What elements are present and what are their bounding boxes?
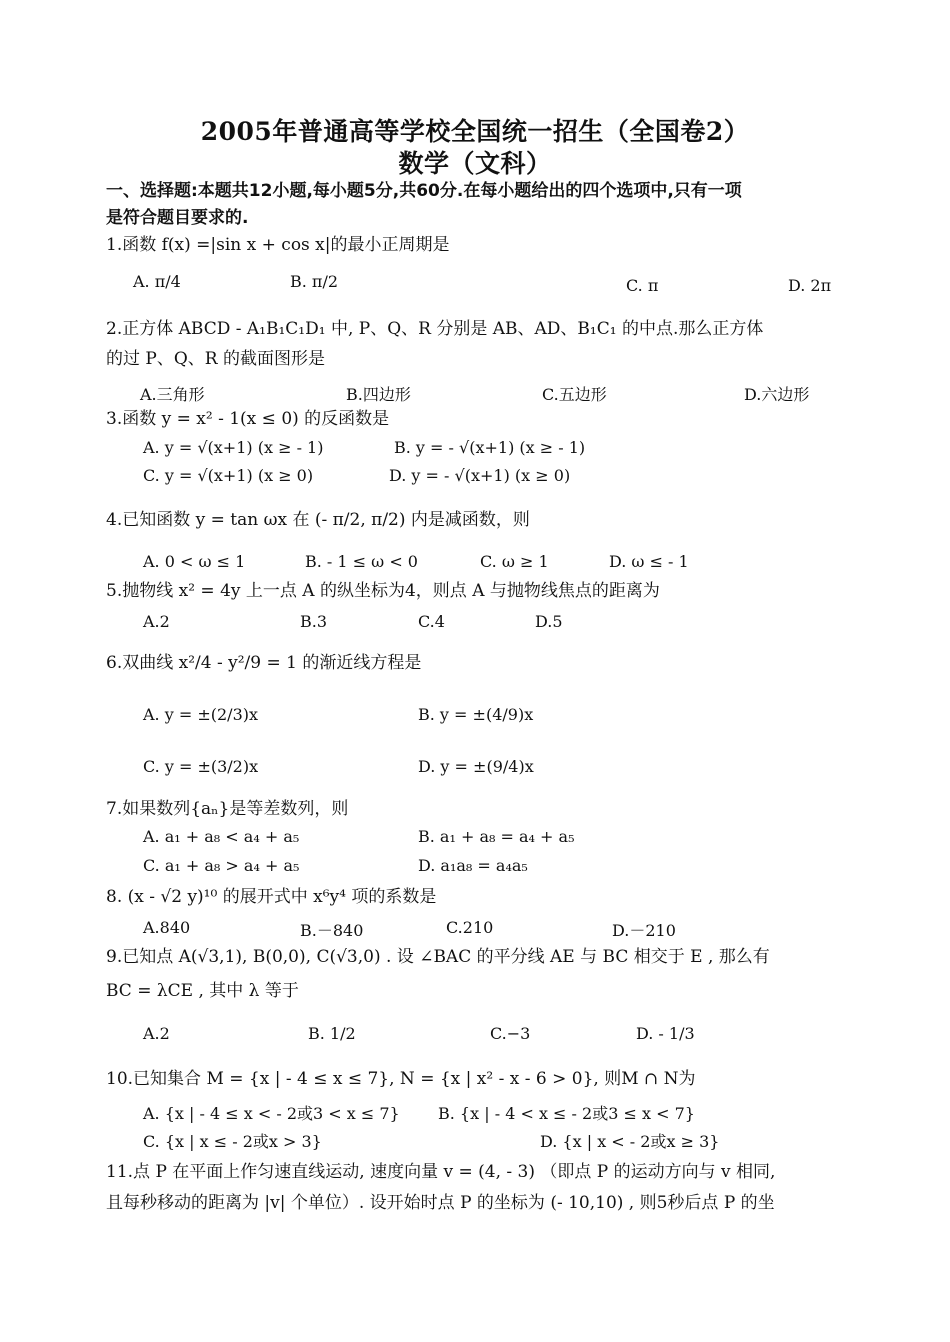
question-5-option-a[interactable]: A.2 (143, 612, 170, 631)
question-5-option-d[interactable]: D.5 (535, 612, 563, 631)
question-8-option-b[interactable]: B.－840 (300, 921, 364, 940)
question-6-option-d[interactable]: D. y = ±(9/4)x (418, 757, 534, 776)
question-4-option-d[interactable]: D. ω ≤ - 1 (609, 552, 689, 571)
question-4-option-b[interactable]: B. - 1 ≤ ω < 0 (305, 552, 418, 571)
question-3-option-b[interactable]: B. y = - √(x+1) (x ≥ - 1) (394, 438, 586, 457)
question-4-option-c[interactable]: C. ω ≥ 1 (480, 552, 549, 571)
question-8-option-c[interactable]: C.210 (446, 918, 494, 937)
question-3-option-d[interactable]: D. y = - √(x+1) (x ≥ 0) (389, 466, 571, 485)
question-5-option-b[interactable]: B.3 (300, 612, 328, 631)
question-6-option-c[interactable]: C. y = ±(3/2)x (143, 757, 259, 776)
question-6-stem: 6.双曲线 x²/4 - y²/9 = 1 的渐近线方程是 (106, 653, 422, 673)
question-7-option-c[interactable]: C. a₁ + a₈ > a₄ + a₅ (143, 856, 300, 875)
question-1-option-c[interactable]: C. π (626, 276, 659, 295)
question-9-stem-line-2: BC = λCE , 其中 λ 等于 (106, 981, 299, 1001)
question-2-option-a[interactable]: A.三角形 (140, 385, 205, 404)
question-7-option-b[interactable]: B. a₁ + a₈ = a₄ + a₅ (418, 827, 575, 846)
question-2-option-d[interactable]: D.六边形 (744, 385, 810, 404)
question-10-option-c[interactable]: C. {x | x ≤ - 2或x > 3} (143, 1132, 322, 1151)
instructions-line-2: 是符合题目要求的. (106, 208, 249, 228)
question-5-option-c[interactable]: C.4 (418, 612, 445, 631)
question-6-option-a[interactable]: A. y = ±(2/3)x (143, 705, 259, 724)
question-3-stem: 3.函数 y = x² - 1(x ≤ 0) 的反函数是 (106, 409, 390, 429)
question-10-option-a[interactable]: A. {x | - 4 ≤ x < - 2或3 < x ≤ 7} (143, 1104, 400, 1123)
exam-title: 2005年普通高等学校全国统一招生（全国卷2） (200, 117, 750, 146)
question-4-stem: 4.已知函数 y = tan ωx 在 (- π/2, π/2) 内是减函数，则 (106, 510, 530, 530)
question-10-option-b[interactable]: B. {x | - 4 < x ≤ - 2或3 ≤ x < 7} (438, 1104, 695, 1123)
question-2-stem-line-1: 2.正方体 ABCD - A₁B₁C₁D₁ 中, P、Q、R 分别是 AB、AD、B₁C₁ 的中点.那么正方体 (106, 319, 764, 339)
section-instructions (106, 178, 856, 232)
question-1-option-a[interactable]: A. π/4 (133, 272, 181, 291)
question-3-option-a[interactable]: A. y = √(x+1) (x ≥ - 1) (143, 438, 324, 457)
question-9-option-a[interactable]: A.2 (143, 1024, 170, 1043)
question-10-stem: 10.已知集合 M = {x | - 4 ≤ x ≤ 7}, N = {x | x² - x - 6 > 0}, 则M ∩ N为 (106, 1069, 696, 1089)
question-7-option-d[interactable]: D. a₁a₈ = a₄a₅ (418, 856, 528, 875)
question-2-option-c[interactable]: C.五边形 (542, 385, 607, 404)
question-9-option-b[interactable]: B. 1/2 (308, 1024, 356, 1043)
question-8-option-d[interactable]: D.－210 (612, 921, 676, 940)
question-4-option-a[interactable]: A. 0 < ω ≤ 1 (143, 552, 246, 571)
question-1-option-d[interactable]: D. 2π (788, 276, 832, 295)
question-7-option-a[interactable]: A. a₁ + a₈ < a₄ + a₅ (143, 827, 300, 846)
question-9-option-d[interactable]: D. - 1/3 (636, 1024, 695, 1043)
question-1-option-b[interactable]: B. π/2 (290, 272, 339, 291)
exam-subtitle: 数学（文科） (398, 149, 552, 178)
question-10-option-d[interactable]: D. {x | x < - 2或x ≥ 3} (540, 1132, 720, 1151)
question-8-stem: 8. (x - √2 y)¹⁰ 的展开式中 x⁶y⁴ 项的系数是 (106, 887, 437, 907)
question-2-stem-line-2: 的过 P、Q、R 的截面图形是 (106, 349, 325, 369)
question-2-option-b[interactable]: B.四边形 (346, 385, 411, 404)
question-3-option-c[interactable]: C. y = √(x+1) (x ≥ 0) (143, 466, 314, 485)
question-1-stem: 1.函数 f(x) =|sin x + cos x|的最小正周期是 (106, 235, 450, 255)
question-7-stem: 7.如果数列{aₙ}是等差数列，则 (106, 799, 349, 819)
question-8-option-a[interactable]: A.840 (143, 918, 191, 937)
question-11-stem-line-2: 且每秒移动的距离为 |v| 个单位）. 设开始时点 P 的坐标为 (- 10,10) , 则5秒后点 P 的坐 (106, 1193, 775, 1213)
question-6-option-b[interactable]: B. y = ±(4/9)x (418, 705, 534, 724)
question-9-stem-line-1: 9.已知点 A(√3,1), B(0,0), C(√3,0) . 设 ∠BAC 的平分线 AE 与 BC 相交于 E , 那么有 (106, 947, 770, 967)
question-9-option-c[interactable]: C.−3 (490, 1024, 531, 1043)
question-11-stem-line-1: 11.点 P 在平面上作匀速直线运动, 速度向量 v = (4, - 3) （即点 P 的运动方向与 v 相同, (106, 1162, 776, 1182)
instructions-line-1: 一、选择题:本题共12小题,每小题5分,共60分.在每小题给出的四个选项中,只有一项 (106, 181, 742, 201)
question-5-stem: 5.抛物线 x² = 4y 上一点 A 的纵坐标为4，则点 A 与抛物线焦点的距离为 (106, 581, 660, 601)
